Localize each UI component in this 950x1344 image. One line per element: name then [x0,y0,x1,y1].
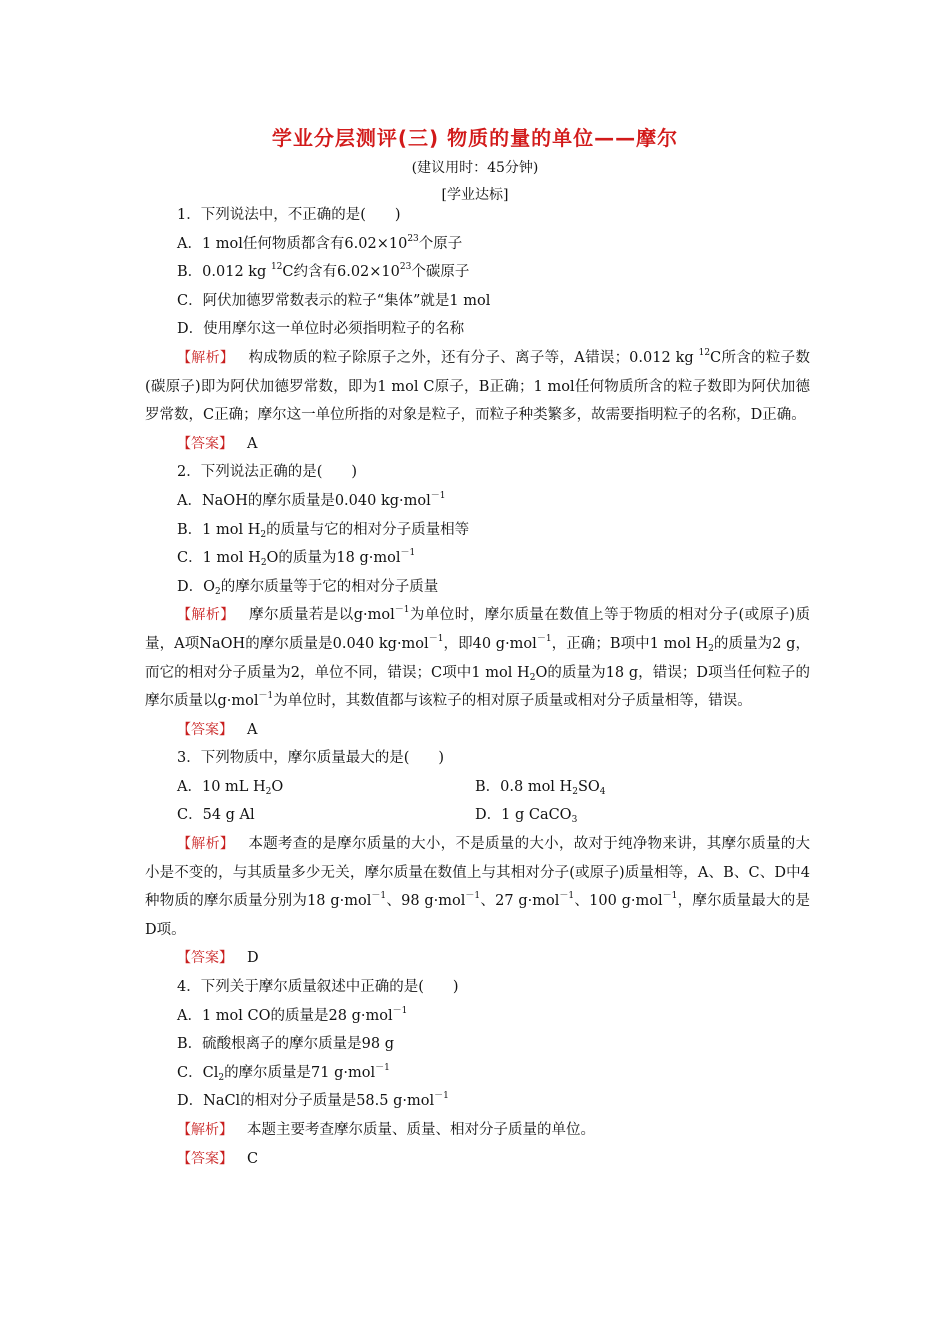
answer-label: 【答案】 [177,950,233,967]
answer-label: 【答案】 [177,721,233,738]
subscript: 2 [218,1072,225,1083]
analysis [145,1116,810,1145]
subscript: 4 [599,786,606,797]
superscript: 23 [407,233,419,244]
analysis-text: 本题考查的是摩尔质量的大小，不是质量的大小，故对于纯净物来讲，其摩尔质量的大小是不变的，与其质量多少无关，摩尔质量在数值上与其相对分子(或原子)质量相等，A、B、C、D中4种物质的摩尔质量分别为18 g·mol$^{-1}$、98 g·mol$^{-1}$、27 g·mol$^{-1}$、100 g·mol$^{-1}$，摩尔质量最大的是D项。 [145,836,811,938]
analysis-label: 【解析】 [177,607,235,624]
superscript: －1 [392,1005,408,1016]
analysis-text: 构成物质的粒子除原子之外，还有分子、离子等，A错误；0.012 kg $^{12}$C所含的粒子数(碳原子)即为阿伏加德罗常数，即为1 mol C原子，B正确；1 mol任何物质所含的粒子数即为阿伏加德罗常数，C正确；摩尔这一单位所指的对象是粒子，而粒子种类繁多，故需要指明粒子的名称，D正确。 [145,347,810,424]
answer-option: B．1 mol $H_2$的质量与它的相对分子质量相等 [177,521,470,540]
answer-option: D．使用摩尔这一单位时必须指明粒子的名称 [177,321,465,338]
question-stem: 4．下列关于摩尔质量叙述中正确的是( ) [177,979,459,996]
answer [145,716,810,745]
subscript: 3 [571,815,578,826]
superscript: －1 [371,891,387,902]
analysis-text: 摩尔质量若是以g·mol$^{-1}$为单位时，摩尔质量在数值上等于物质的相对分子(或原子)质量，A项NaOH的摩尔质量是0.040 kg·mol$^{-1}$，即40 g·mol$^{-1}$，正确；B项中1 mol $H_2$的质量为2 g，而它的相对分子质量为2，单位不同，错误；C项中1 mol $H_2O$的质量为18 g，错误；D项当任何粒子的摩尔质量以g·mol$^{-1}$为单位时，其数值都与该粒子的相对原子质量或相对分子质量相等，错误。 [145,605,811,710]
subscript: 2 [260,558,267,569]
option-row [145,801,810,830]
answer-option: C．54 g Al [177,807,255,824]
superscript: －1 [465,891,481,902]
answer-option: C．$Cl_2$的摩尔质量是71 g·mol$^{-1}$ [177,1062,390,1083]
superscript: －1 [394,605,410,616]
question-stem: 3．下列物质中，摩尔质量最大的是( ) [177,750,445,767]
superscript: －1 [400,548,416,559]
answer-option: B．硫酸根离子的摩尔质量是98 g [177,1036,394,1053]
answer [145,430,810,459]
answer-text: D [247,950,259,967]
analysis [145,601,810,715]
subscript: 2 [260,529,267,540]
document-title: 学业分层测评(三) 物质的量的单位——摩尔 [271,126,679,150]
analysis-text: 本题主要考查摩尔质量、质量、相对分子质量的单位。 [247,1122,595,1138]
subscript: 2 [708,643,714,654]
answer-option: C．1 mol $H_2O$的质量为18 g·mol$^{-1}$ [177,548,416,569]
question-stem: 1．下列说法中，不正确的是( ) [177,207,401,223]
superscript: －1 [375,1062,390,1073]
question-list [145,201,810,1173]
superscript: 12 [270,262,283,273]
answer [145,1145,810,1174]
superscript: －1 [428,633,444,644]
answer-option: A．NaOH的摩尔质量是0.040 kg·mol$^{-1}$ [177,490,446,509]
superscript: －1 [536,633,552,644]
superscript: －1 [434,1091,449,1102]
subscript: 2 [215,586,221,597]
answer-text: A [247,721,258,738]
answer-option: A．1 mol CO的质量是28 g·mol$^{-1}$ [177,1005,408,1024]
analysis-label: 【解析】 [177,836,235,853]
superscript: 23 [399,262,412,273]
answer-option: A．1 mol任何物质都含有$6.02\times 10^{23}$个原子 [177,233,463,252]
superscript: －1 [662,891,678,902]
analysis [145,830,810,944]
answer-text: C [247,1150,259,1167]
subscript: 2 [529,672,536,683]
answer-label: 【答案】 [177,435,233,452]
question-stem: 2．下列说法正确的是( ) [177,464,358,481]
subscript: 2 [572,786,578,797]
analysis-label: 【解析】 [177,349,235,366]
answer-option: B．0.8 mol $H_2SO_4$ [475,778,606,797]
answer-option: D．NaCl的相对分子质量是58.5 g·mol$^{-1}$ [177,1091,449,1110]
superscript: －1 [430,490,446,501]
superscript: －1 [559,891,575,902]
option-row [145,773,810,802]
superscript: －1 [258,691,274,702]
answer-option: D．$O_2$的摩尔质量等于它的相对分子质量 [177,578,439,597]
answer-text: A [247,435,258,452]
answer-option: B．0.012 kg $^{12}$C约含有$6.02\times 10^{23}$个碳原子 [177,262,470,281]
answer-label: 【答案】 [177,1150,233,1167]
answer [145,944,810,973]
answer-option: C．阿伏加德罗常数表示的粒子“集体”就是1 mol [177,292,491,309]
superscript: 12 [698,347,711,358]
analysis-label: 【解析】 [177,1122,233,1138]
answer-option: D．1 g CaCO$_3$ [475,807,578,826]
section-heading: [学业达标] [441,187,509,203]
suggested-time: (建议用时：45分钟) [411,160,539,176]
analysis [145,344,810,430]
subscript: 2 [265,786,272,797]
answer-option: A．10 mL $H_2O$ [177,778,284,797]
